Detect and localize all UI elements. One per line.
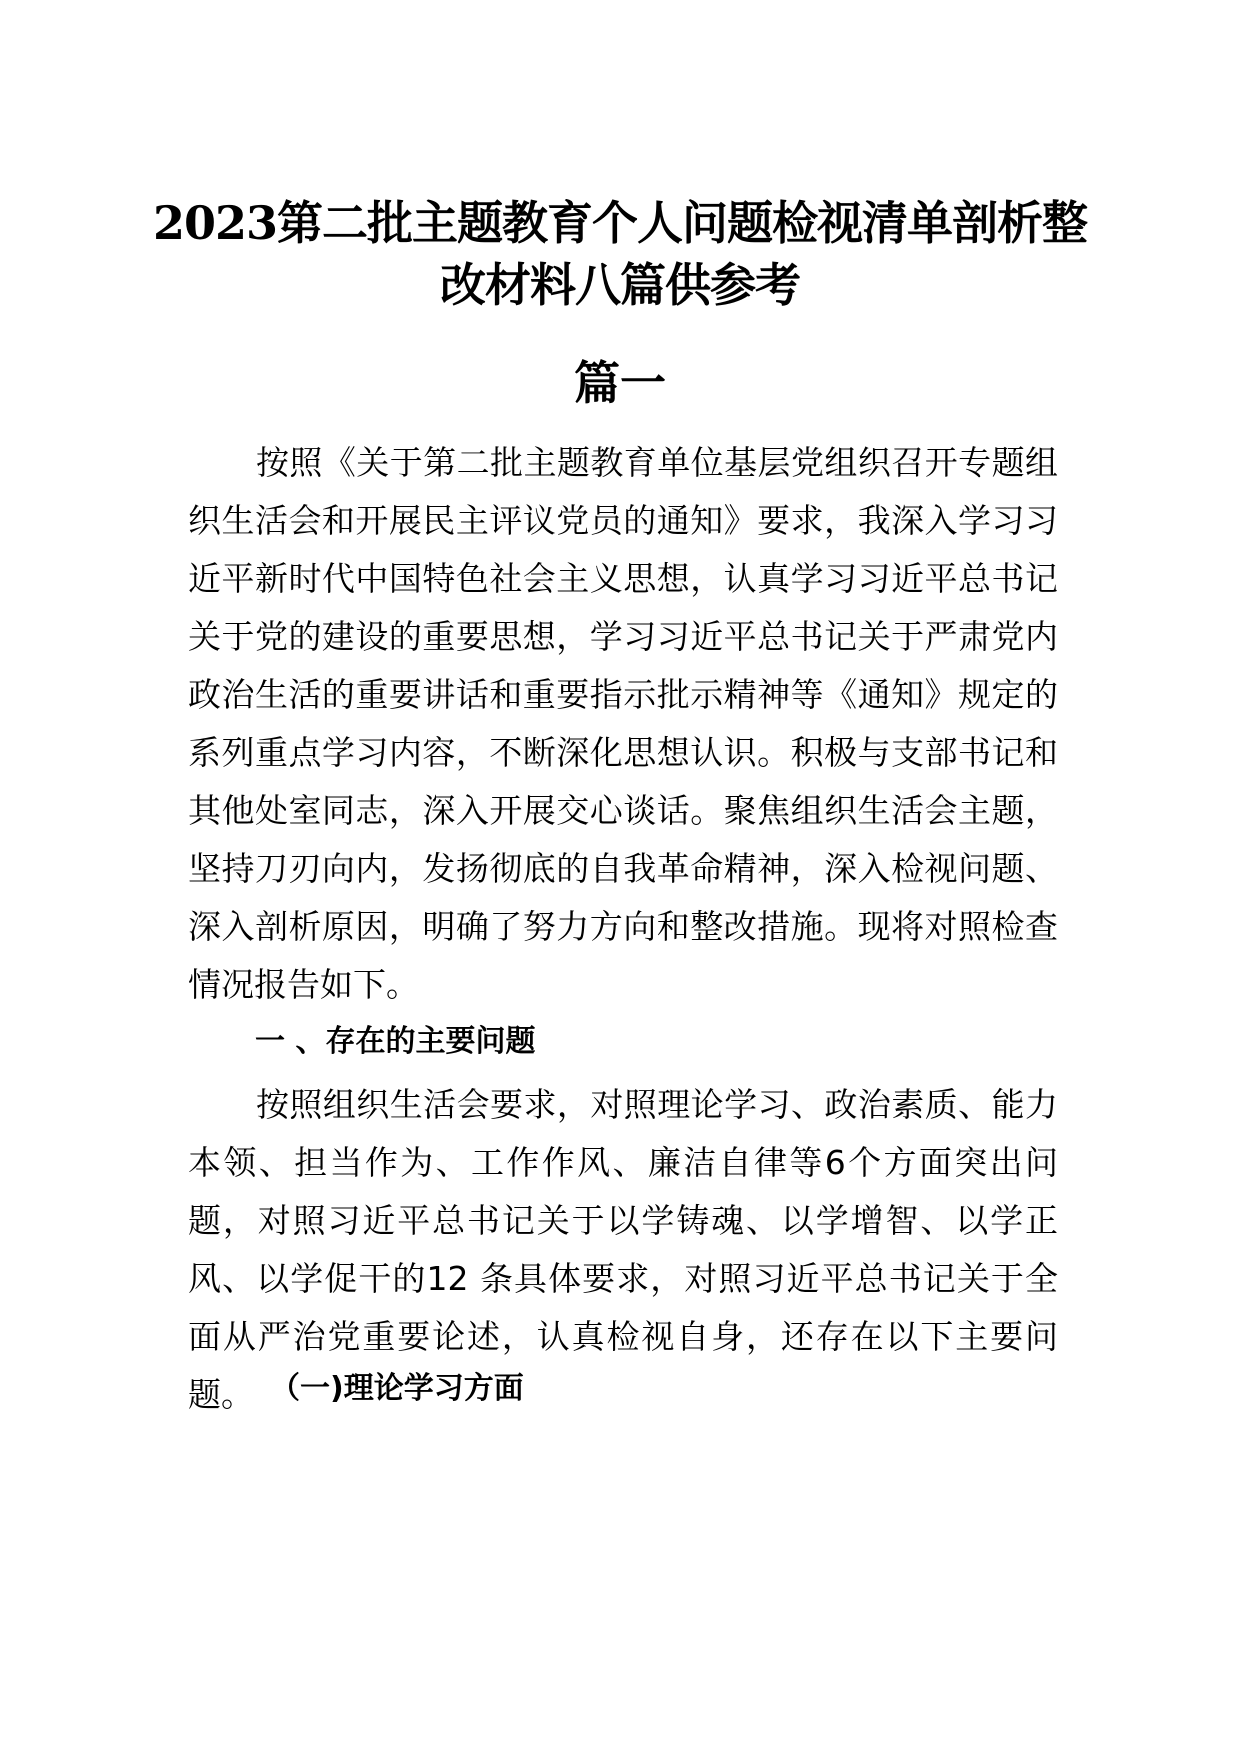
subheading-theory-study: （一)理论学习方面 [270, 1371, 524, 1406]
body-paragraph-intro: 按照《关于第二批主题教育单位基层党组织召开专题组织生活会和开展民主评议党员的通知》要求，我深入学习习近平新时代中国特色社会主义思想，认真学习习近平总书记关于党的建设的重要思想，学习习近平总书记关于严肃党内政治生活的重要讲话和重要指示批示精神等《通知》规定的系列重点学习内容，不断深化思想认识。积极与支部书记和其他处室同志，深入开展交心谈话。聚焦组织生活会主题，坚持刀刃向内，发扬彻底的自我革命精神，深入检视问题、深入剖析原因，明确了努力方向和整改措施。现将对照检查情况报告如下。 [188, 443, 1058, 1004]
section-heading: 篇一 [574, 356, 666, 410]
document-title: 2023第二批主题教育个人问题检视清单剖析整改材料八篇供参考 [152, 196, 1088, 312]
subheading-main-problems: 一 、存在的主要问题 [255, 1024, 536, 1059]
body-paragraph-problems: 按照组织生活会要求，对照理论学习、政治素质、能力本领、担当作为、工作作风、廉洁自律等6个方面突出问题，对照习近平总书记关于以学铸魂、以学增智、以学正风、以学促干的12 条具体要求，对照习近平总书记关于全面从严治党重要论述，认真检视自身，还存在以下主要问题。 [188, 1085, 1058, 1414]
